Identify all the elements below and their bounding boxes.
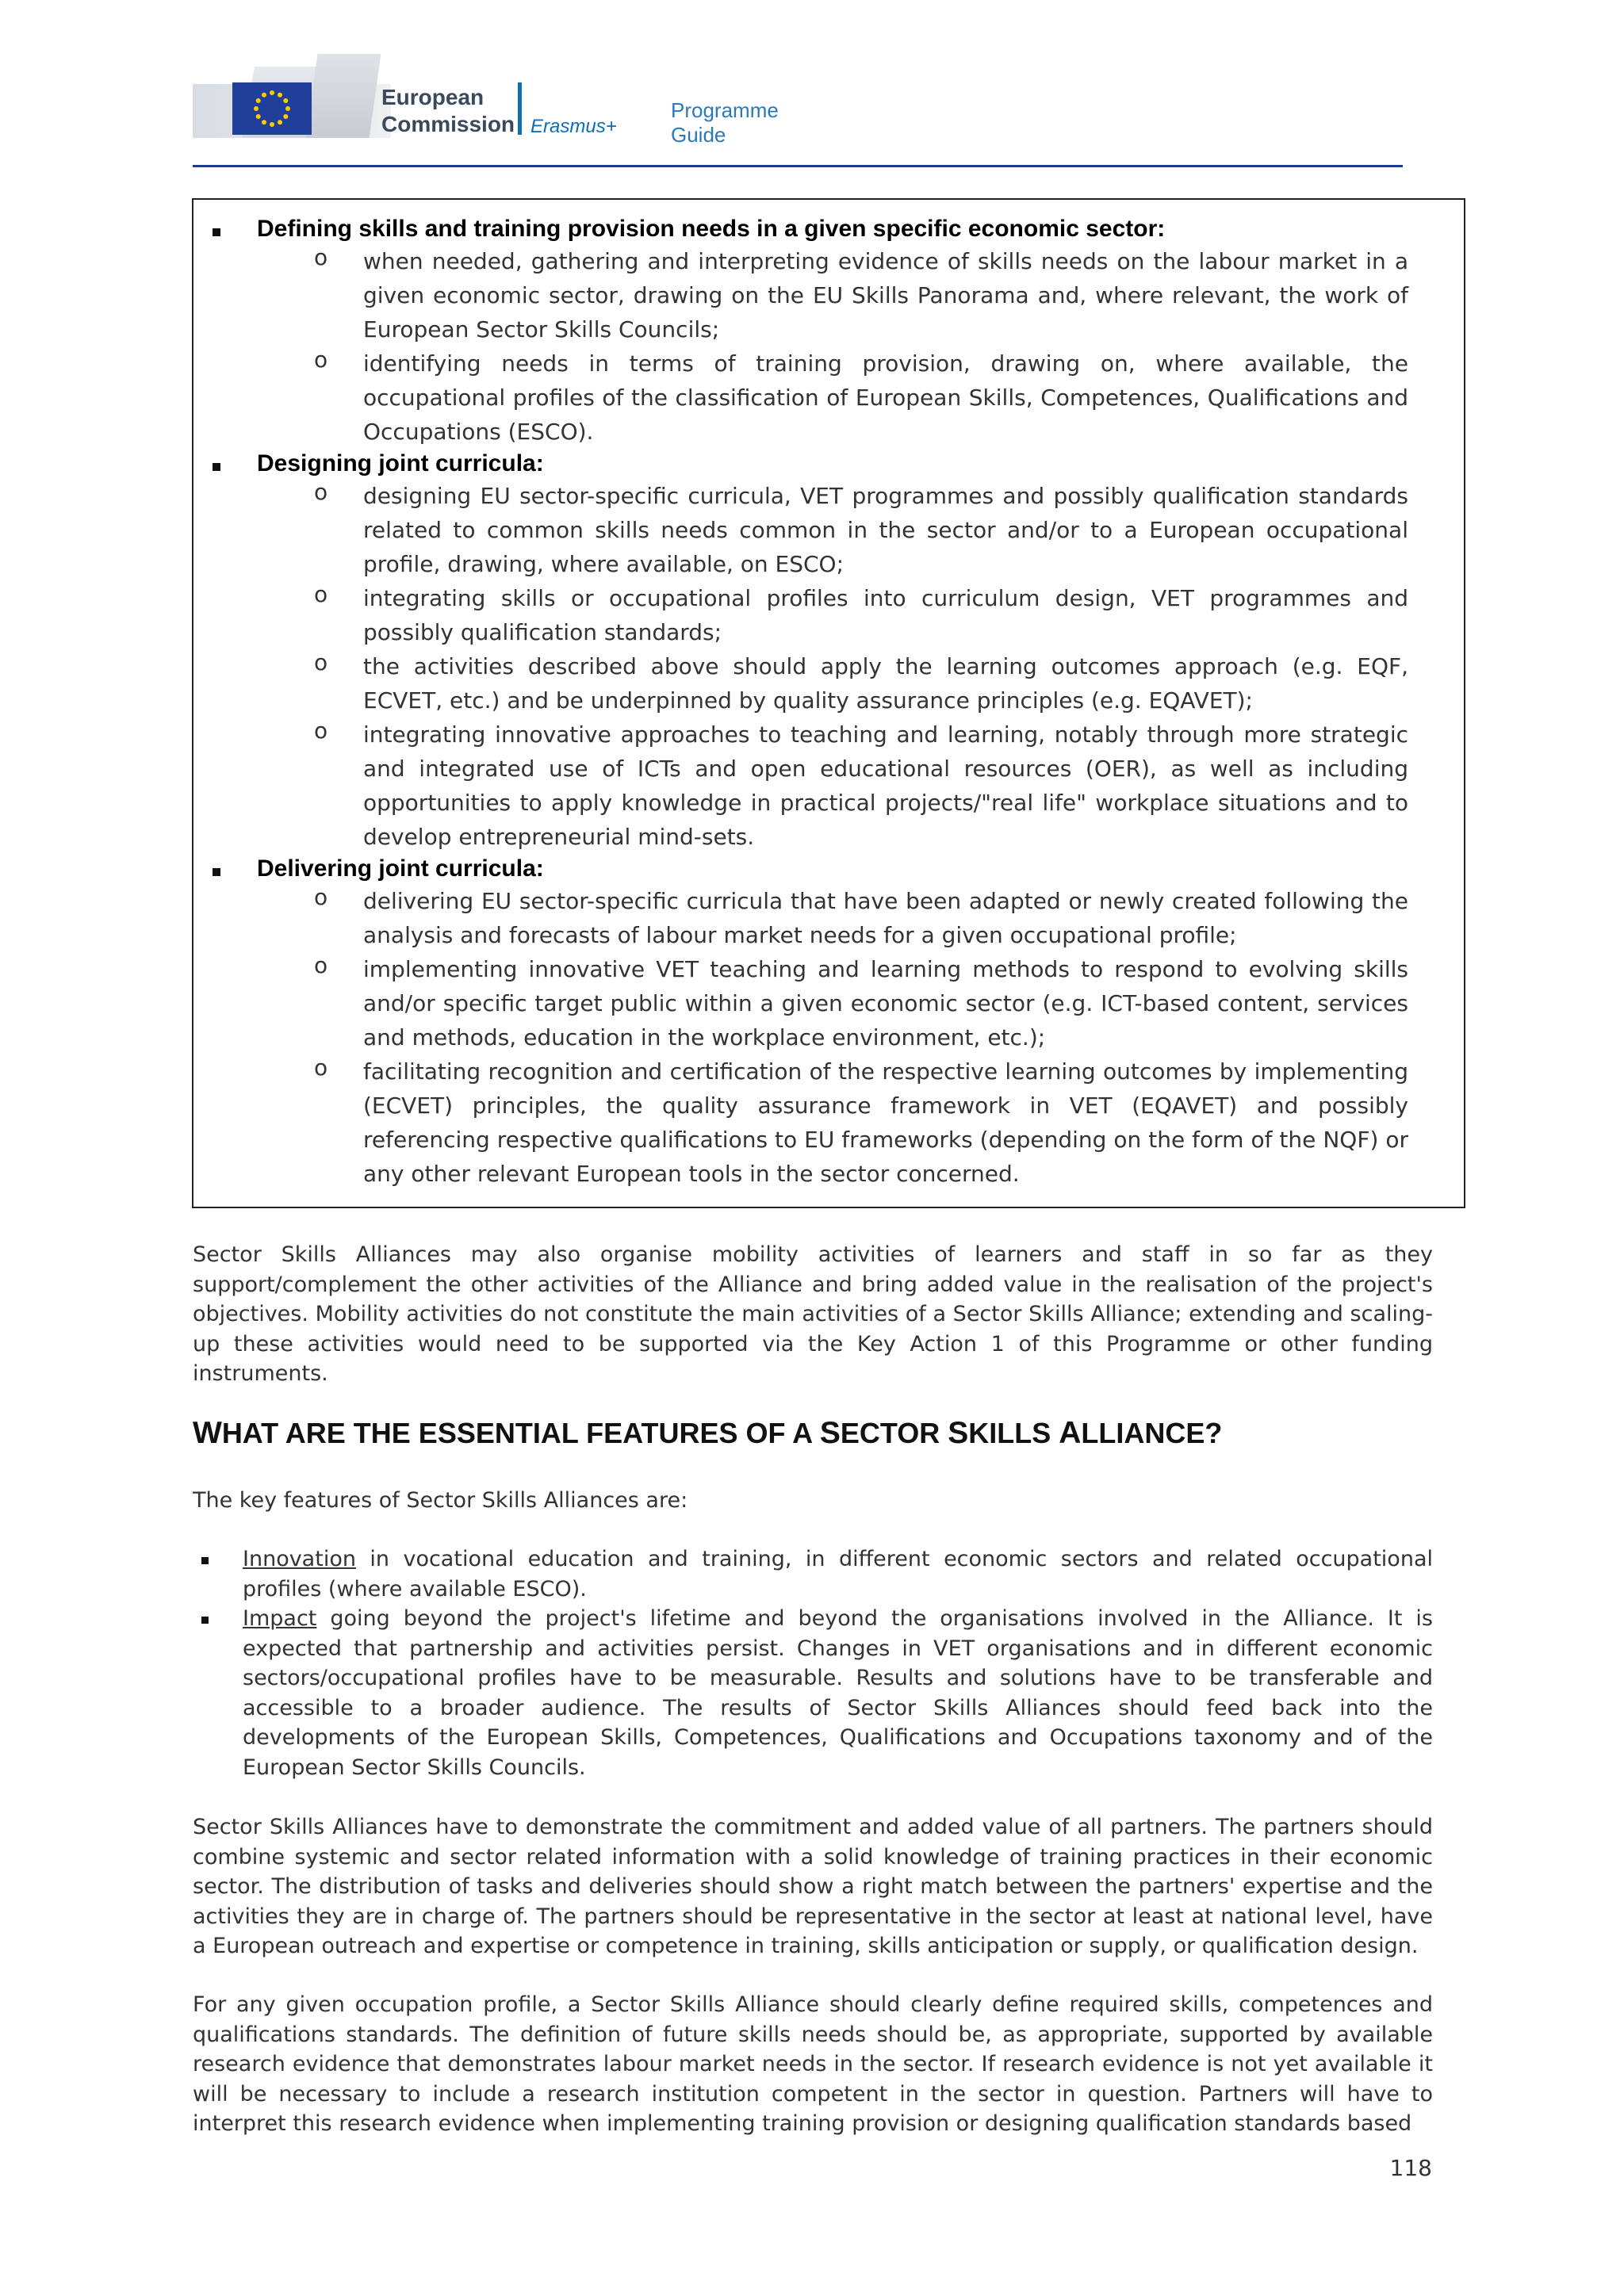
feature-term: Innovation [243, 1547, 356, 1571]
commitment-paragraph: Sector Skills Alliances have to demonstrate the commitment and added value of all partners. The partners should combine systemic and sector related information with a solid knowledge of training practices in their economic sector. The distribution of tasks and deliveries should show a right match between the partners' expertise and the activities they are in charge of. The partners should be representative in the sector at least at national level, have a European outreach and expertise or competence in training, skills anticipation or supply, or qualification design. [193, 1815, 1433, 1958]
list-item-text: when needed, gathering and interpreting evidence of skills needs on the labour market in a given economic sector, drawing on the EU Skills Panorama and, where relevant, the work of European Sector Skills Councils; [363, 248, 1408, 342]
square-bullet-icon [213, 463, 220, 471]
document-title-line1: Programme [671, 98, 779, 122]
list-marker: o [314, 581, 328, 607]
list-item-text: facilitating recognition and certification of the respective learning outcomes by implementing (ECVET) principles, the quality assurance framework in VET (EQAVET) and possibly referencing respective qualifications to EU frameworks (depending on the form of the NQF) or any other relevant European tools in the sector concerned. [363, 1058, 1408, 1187]
list-item-text: delivering EU sector-specific curricula that have been adapted or newly created following the analysis and forecasts of labour market needs for a given occupational profile; [363, 888, 1408, 948]
header-rule [193, 165, 1403, 167]
list-item-text: integrating skills or occupational profiles into curriculum design, VET programmes and possibly qualification standards; [363, 585, 1408, 645]
section-heading: Designing joint curricula: [257, 450, 544, 476]
organisation-name-line1: European [381, 85, 485, 109]
organisation-name-line2: Commission [381, 112, 515, 136]
list-marker: o [314, 346, 328, 373]
page-header [193, 46, 1403, 166]
section-heading: Defining skills and training provision needs in a given specific economic sector: [257, 216, 1166, 242]
erasmus-plus-brand: Erasmus+ [530, 116, 617, 137]
document-title-line2: Guide [671, 123, 726, 147]
feature-description: going beyond the project's lifetime and beyond the organisations involved in the Alliance. It is expected that partnership and activities persist. Changes in VET organisations and in different economic sectors/occupational profiles have to be measurable. Results and solutions have to be transferable and accessible to a broader audience. The results of Sector Skills Alliances should feed back into the developments of the European Skills, Competences, Qualifications and Occupations taxonomy and of the European Sector Skills Councils. [243, 1606, 1433, 1780]
list-item-text: integrating innovative approaches to teaching and learning, notably through more strategic and integrated use of ICTs and open educational resources (OER), as well as including opportunities to apply knowledge in practical projects/"real life" workplace situations and to develop entrepreneurial mind-sets. [363, 721, 1408, 850]
list-marker: o [314, 718, 328, 744]
section-title-essential-features: WHAT ARE THE ESSENTIAL FEATURES OF A SECTOR SKILLS ALLIANCE? [193, 1416, 1223, 1450]
feature-description: in vocational education and training, in different economic sectors and related occupational profiles (where available ESCO). [243, 1547, 1433, 1601]
feature-term: Impact [243, 1606, 317, 1631]
list-marker: o [314, 479, 328, 505]
logo-divider [518, 82, 522, 135]
list-marker: o [314, 649, 328, 675]
list-item-text: implementing innovative VET teaching and learning methods to respond to evolving skills and/or specific target public within a given economic sector (e.g. ICT-based content, services and methods, education in the workplace environment, etc.); [363, 956, 1408, 1050]
section-heading: Delivering joint curricula: [257, 855, 544, 882]
square-bullet-icon [213, 868, 220, 876]
list-marker: o [314, 952, 328, 978]
list-item-text: identifying needs in terms of training provision, drawing on, where available, the occupational profiles of the classification of European Skills, Competences, Qualifications and Occupations (ESCO). [363, 350, 1408, 445]
page-number: 118 [1389, 2155, 1432, 2181]
list-marker: o [314, 244, 328, 270]
european-commission-logo [193, 46, 375, 141]
organisation-name [381, 84, 515, 138]
eu-flag-icon [232, 82, 312, 135]
list-marker: o [314, 1054, 328, 1081]
square-bullet-icon [213, 228, 220, 236]
list-item-text: the activities described above should apply the learning outcomes approach (e.g. EQF, ECVET, etc.) and be underpinned by quality assurance principles (e.g. EQAVET); [363, 653, 1408, 714]
feature-innovation [243, 1544, 1433, 1604]
feature-impact [243, 1604, 1433, 1782]
mobility-paragraph: Sector Skills Alliances may also organise mobility activities of learners and staff in so far as they support/complement the other activities of the Alliance and bring added value in the realisation of the project's objectives. Mobility activities do not constitute the main activities of a Sector Skills Alliance; extending and scaling-up these activities would need to be supported via the Key Action 1 of this Programme or other funding instruments. [193, 1242, 1433, 1386]
list-item-text: designing EU sector-specific curricula, VET programmes and possibly qualification standards related to common skills needs common in the sector and/or to a European occupational profile, drawing, where available, on ESCO; [363, 483, 1408, 577]
occupation-paragraph: For any given occupation profile, a Sector Skills Alliance should clearly define required skills, competences and qualifications standards. The definition of future skills needs should be, as appropriate, supported by available research evidence that demonstrates labour market needs in the sector. If research evidence is not yet available it will be necessary to include a research institution competent in the sector in question. Partners will have to interpret this research evidence when implementing training provision or designing qualification standards based [193, 1992, 1433, 2136]
activities-box [192, 198, 1465, 1208]
square-bullet-icon [201, 1557, 209, 1564]
list-marker: o [314, 884, 328, 910]
square-bullet-icon [201, 1617, 209, 1624]
features-intro: The key features of Sector Skills Alliances are: [193, 1488, 688, 1513]
document-title [671, 98, 779, 147]
